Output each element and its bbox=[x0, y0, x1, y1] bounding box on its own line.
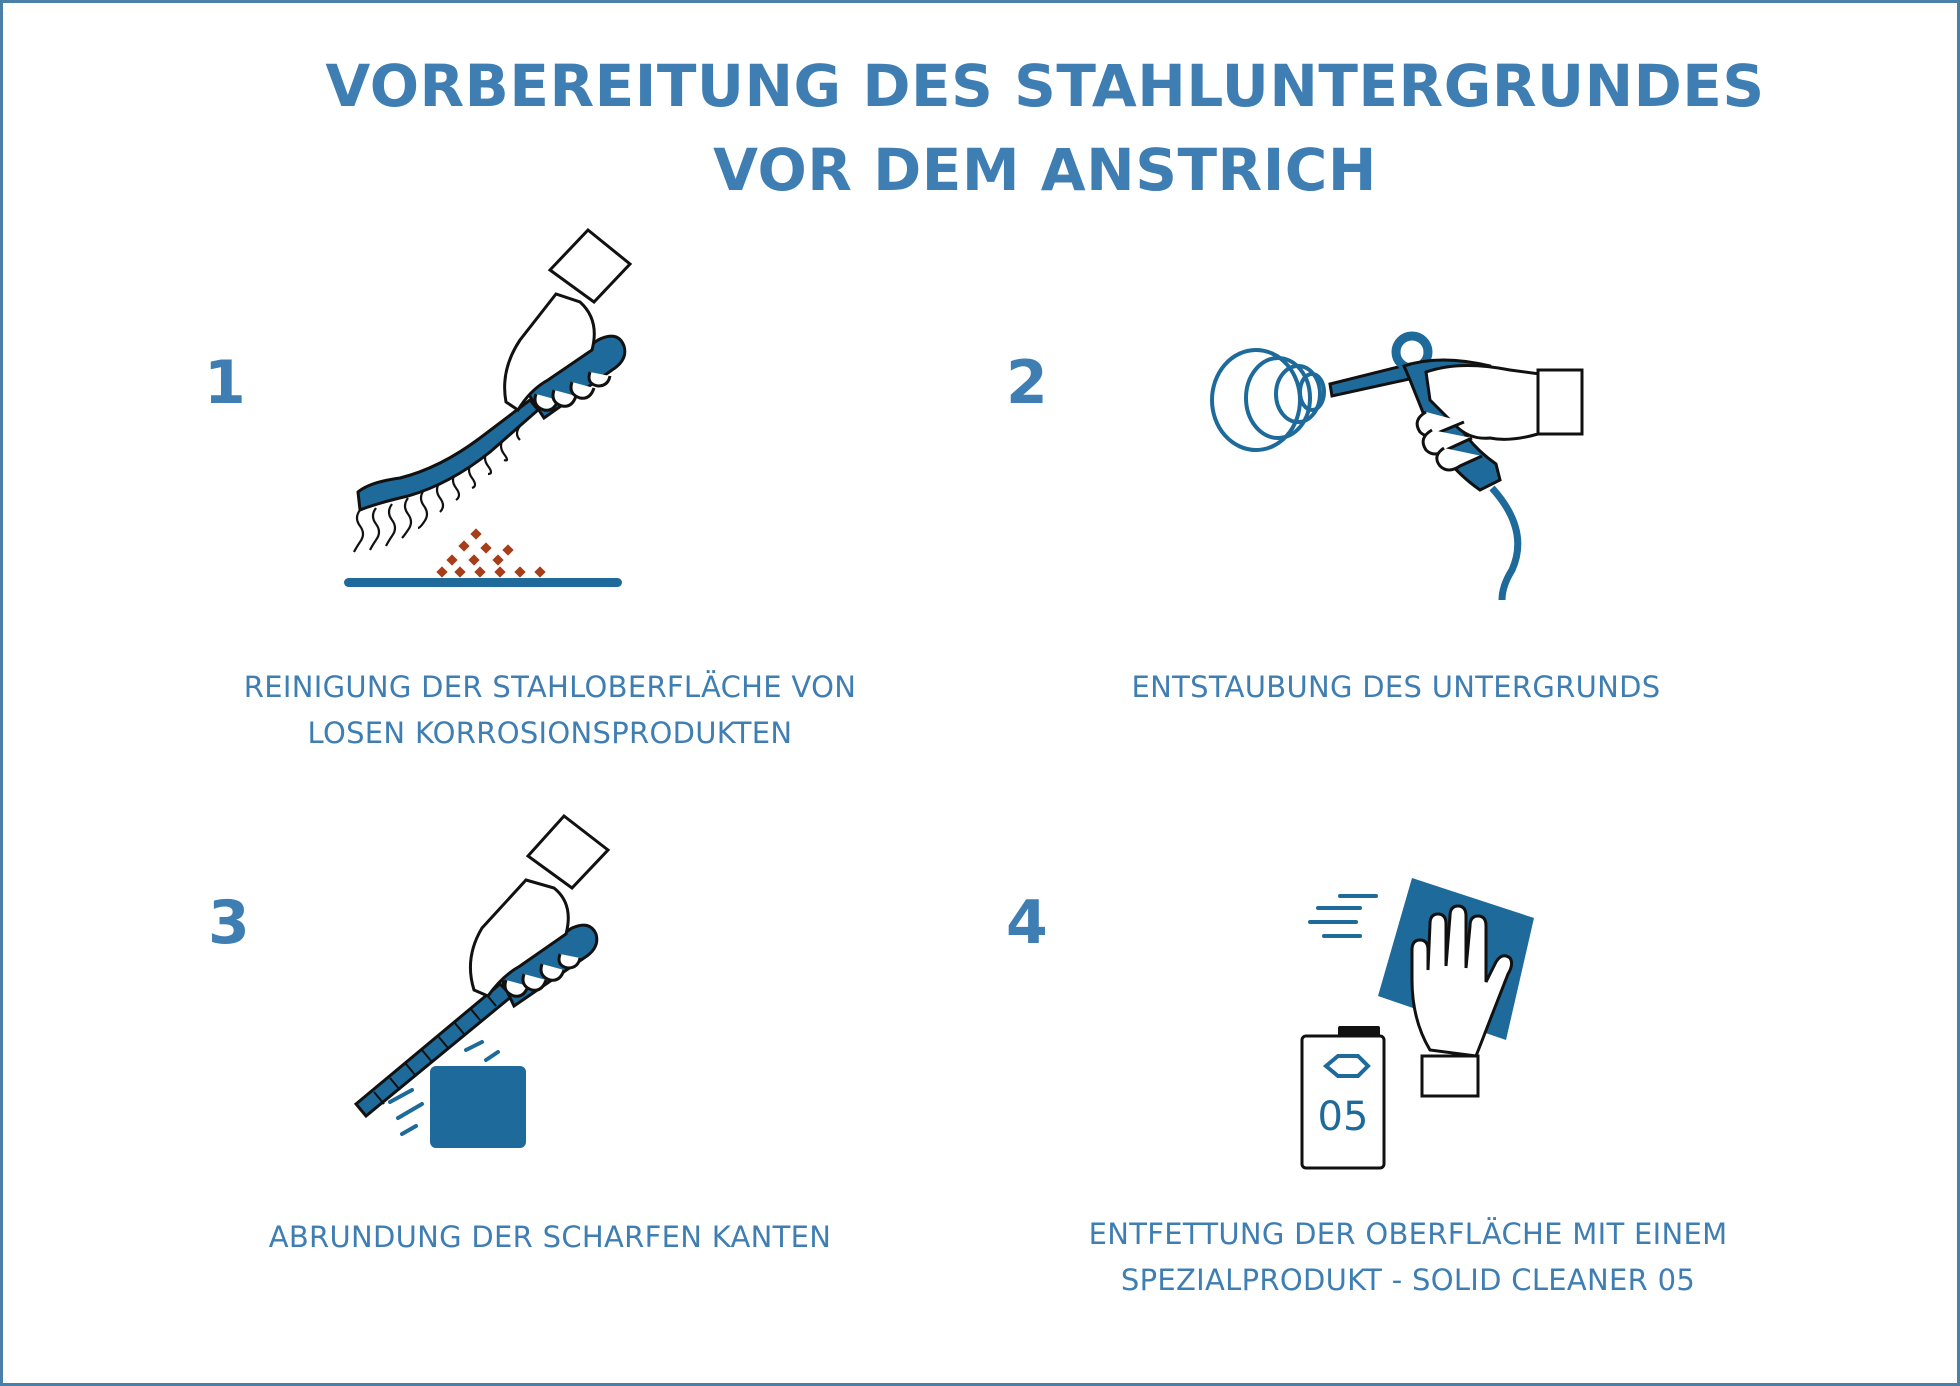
step-4-caption bbox=[1046, 1211, 1770, 1303]
rust-particles bbox=[436, 528, 545, 577]
step-3-number: 3 bbox=[208, 888, 250, 958]
title-line-1: VORBEREITUNG DES STAHLUNTERGRUNDES bbox=[325, 52, 1765, 120]
step-1-number: 1 bbox=[204, 348, 246, 418]
step-4-caption-line-1: ENTFETTUNG DER OBERFLÄCHE MIT EINEM bbox=[1088, 1217, 1728, 1251]
surface-line bbox=[344, 578, 622, 587]
step-2-caption-line-1: ENTSTAUBUNG DES UNTERGRUNDS bbox=[1131, 670, 1661, 704]
air-blow-gun-icon bbox=[1200, 330, 1600, 600]
step-4-number: 4 bbox=[1006, 888, 1048, 958]
sleeve bbox=[1538, 370, 1582, 434]
step-2-caption bbox=[1046, 664, 1746, 710]
page-title bbox=[0, 44, 1960, 212]
steel-block bbox=[430, 1066, 526, 1148]
metal-file-icon bbox=[350, 836, 640, 1156]
step-2-number: 2 bbox=[1006, 348, 1048, 418]
degreaser-cloth-icon bbox=[1300, 870, 1540, 1170]
step-1-caption-line-1: REINIGUNG DER STAHLOBERFLÄCHE VON bbox=[243, 670, 857, 704]
wire-brush-icon bbox=[330, 260, 650, 600]
canister-label: 05 bbox=[1317, 1094, 1369, 1140]
brush-head bbox=[358, 400, 538, 510]
step-1-caption-line-2: LOSEN KORROSIONSPRODUKTEN bbox=[307, 716, 793, 750]
speed-lines bbox=[1310, 896, 1376, 936]
step-3-caption-line-1: ABRUNDUNG DER SCHARFEN KANTEN bbox=[268, 1220, 832, 1254]
step-1-caption bbox=[200, 664, 900, 756]
step-3-caption bbox=[200, 1214, 900, 1260]
title-line-2: VOR DEM ANSTRICH bbox=[713, 136, 1377, 204]
glove-cuff bbox=[1422, 1056, 1478, 1096]
hose bbox=[1492, 488, 1518, 600]
air-rings bbox=[1212, 350, 1324, 450]
step-4-caption-line-2: SPEZIALPRODUKT - SOLID CLEANER 05 bbox=[1120, 1263, 1696, 1297]
